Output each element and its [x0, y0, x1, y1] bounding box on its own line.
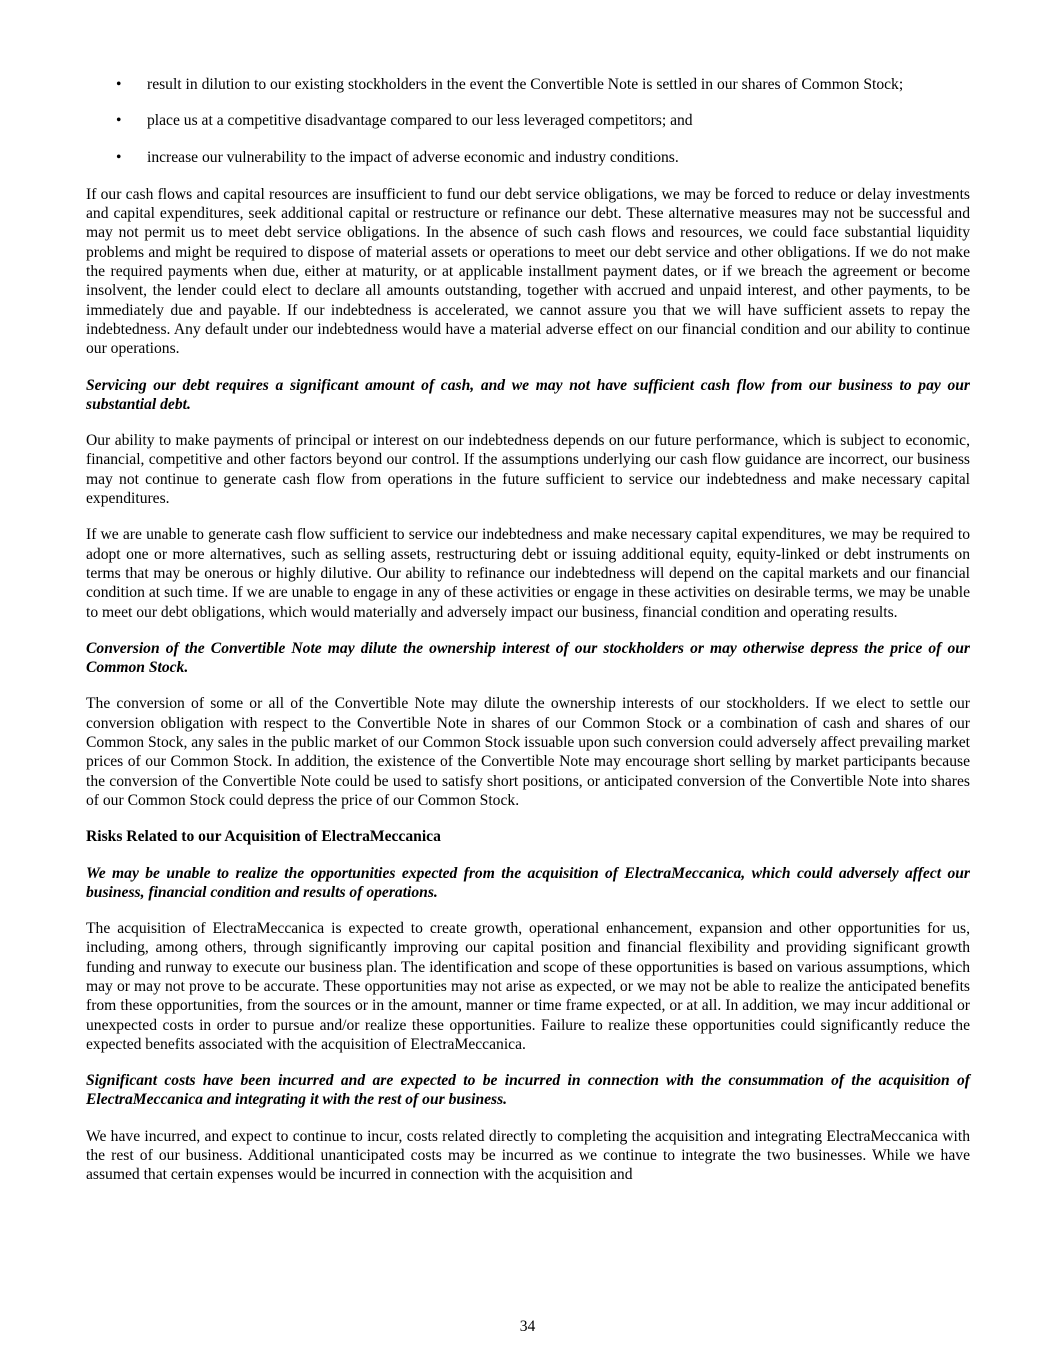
- paragraph-costs-incurred: We have incurred, and expect to continue to incur, costs related directly to completing the acquisition and integrating ElectraMeccanica with the rest of our business. Additional unanticipated costs may be incurred as we continue to integrate the two businesses. While we have assumed that certain expenses would be incurred in connection with the acquisition and: [86, 1127, 970, 1184]
- risk-heading-servicing-debt: Servicing our debt requires a significant amount of cash, and we may not have sufficient cash flow from our business to pay our substantial debt.: [86, 376, 970, 413]
- page-number: 34: [519, 1318, 536, 1335]
- paragraph-unable-to-generate-cash: If we are unable to generate cash flow sufficient to service our indebtedness and make necessary capital expenditures, we may be required to adopt one or more alternatives, such as selling assets, restructuring debt or issuing additional equity, equity-linked or debt instruments on terms that may be onerous or highly dilutive. Our ability to refinance our indebtedness will depend on the capital markets and our financial condition at such time. If we are unable to engage in any of these activities or engage in these activities on desirable terms, we may be unable to meet our debt obligations, which would materially and adversely impact our business, financial condition and operating results.: [86, 526, 970, 621]
- bullet-symbol: •: [116, 76, 122, 93]
- paragraph-acquisition-expected: The acquisition of ElectraMeccanica is expected to create growth, operational enhancement, expansion and other opportunities for us, including, among others, through significantly improving our capital position and financial flexibility and providing significant growth funding and runway to execute our business plan. The identification and scope of these opportunities is based on various assumptions, which may or may not prove to be accurate. These opportunities may not arise as expected, or we may not be able to realize the anticipated benefits from these opportunities, from the sources or in the amount, manner or time frame expected, or at all. In addition, we may incur additional or unexpected costs in order to pursue and/or realize these opportunities. Failure to realize these opportunities could significantly reduce the expected benefits associated with the acquisition of ElectraMeccanica.: [86, 920, 970, 1053]
- bullet-text: place us at a competitive disadvantage compared to our less leveraged competitors; and: [147, 112, 693, 130]
- section-heading-acquisition-risks: Risks Related to our Acquisition of ElectraMeccanica: [86, 828, 441, 846]
- paragraph-cash-flows: If our cash flows and capital resources are insufficient to fund our debt service obligations, we may be forced to reduce or delay investments and capital expenditures, seek additional capital or restructure or refinance our debt. These alternative measures may not be successful and may not permit us to meet debt service obligations. In the absence of such cash flows and resources, we could face substantial liquidity problems and might be required to dispose of material assets or operations to meet our debt service and other obligations. If we do not make the required payments when due, either at maturity, or at applicable installment payment dates, or if we breach the agreement or become insolvent, the lender could elect to declare all amounts outstanding, together with accrued and unpaid interest, and other payments, to be immediately due and payable. If our indebtedness is accelerated, we cannot assure you that we will have sufficient assets to repay the indebtedness. Any default under our indebtedness would have a material adverse effect on our financial condition and our ability to continue our operations.: [86, 185, 970, 358]
- risk-heading-unable-to-realize: We may be unable to realize the opportunities expected from the acquisition of ElectraMeccanica, which could adversely affect our business, financial condition and results of operations.: [86, 864, 970, 901]
- paragraph-ability-to-make-payments: Our ability to make payments of principal or interest on our indebtedness depends on our future performance, which is subject to economic, financial, competitive and other factors beyond our control. If the assumptions underlying our cash flow guidance are incorrect, our business may not continue to generate cash flow from operations in the future sufficient to service our indebtedness and make necessary capital expenditures.: [86, 432, 970, 508]
- bullet-text: result in dilution to our existing stockholders in the event the Convertible Note is settled in our shares of Common Stock;: [147, 76, 904, 93]
- bullet-symbol: •: [116, 148, 122, 166]
- risk-heading-conversion: Conversion of the Convertible Note may dilute the ownership interest of our stockholders or may otherwise depress the price of our Common Stock.: [86, 639, 970, 677]
- bullet-item: [86, 148, 970, 167]
- bullet-item: [86, 111, 970, 130]
- bullet-item: [86, 75, 970, 94]
- paragraph-conversion: The conversion of some or all of the Convertible Note may dilute the ownership interests of our stockholders. If we elect to settle our conversion obligation with respect to the Convertible Note in shares of our Common Stock or a combination of cash and shares of our Common Stock, any sales in the public market of our Common Stock issuable upon such conversion could adversely affect prevailing market prices of our Common Stock. In addition, the existence of the Convertible Note may encourage short selling by market participants because the conversion of the Convertible Note could be used to satisfy short positions, or anticipated conversion of the Convertible Note into shares of our Common Stock could depress the price of our Common Stock.: [86, 695, 970, 809]
- bullet-text: increase our vulnerability to the impact of adverse economic and industry conditions.: [147, 148, 679, 166]
- bullet-symbol: •: [116, 112, 122, 130]
- document-page: [86, 75, 970, 1185]
- risk-heading-significant-costs: Significant costs have been incurred and are expected to be incurred in connection with the consummation of the acquisition of ElectraMeccanica and integrating it with the rest of our business.: [86, 1072, 970, 1109]
